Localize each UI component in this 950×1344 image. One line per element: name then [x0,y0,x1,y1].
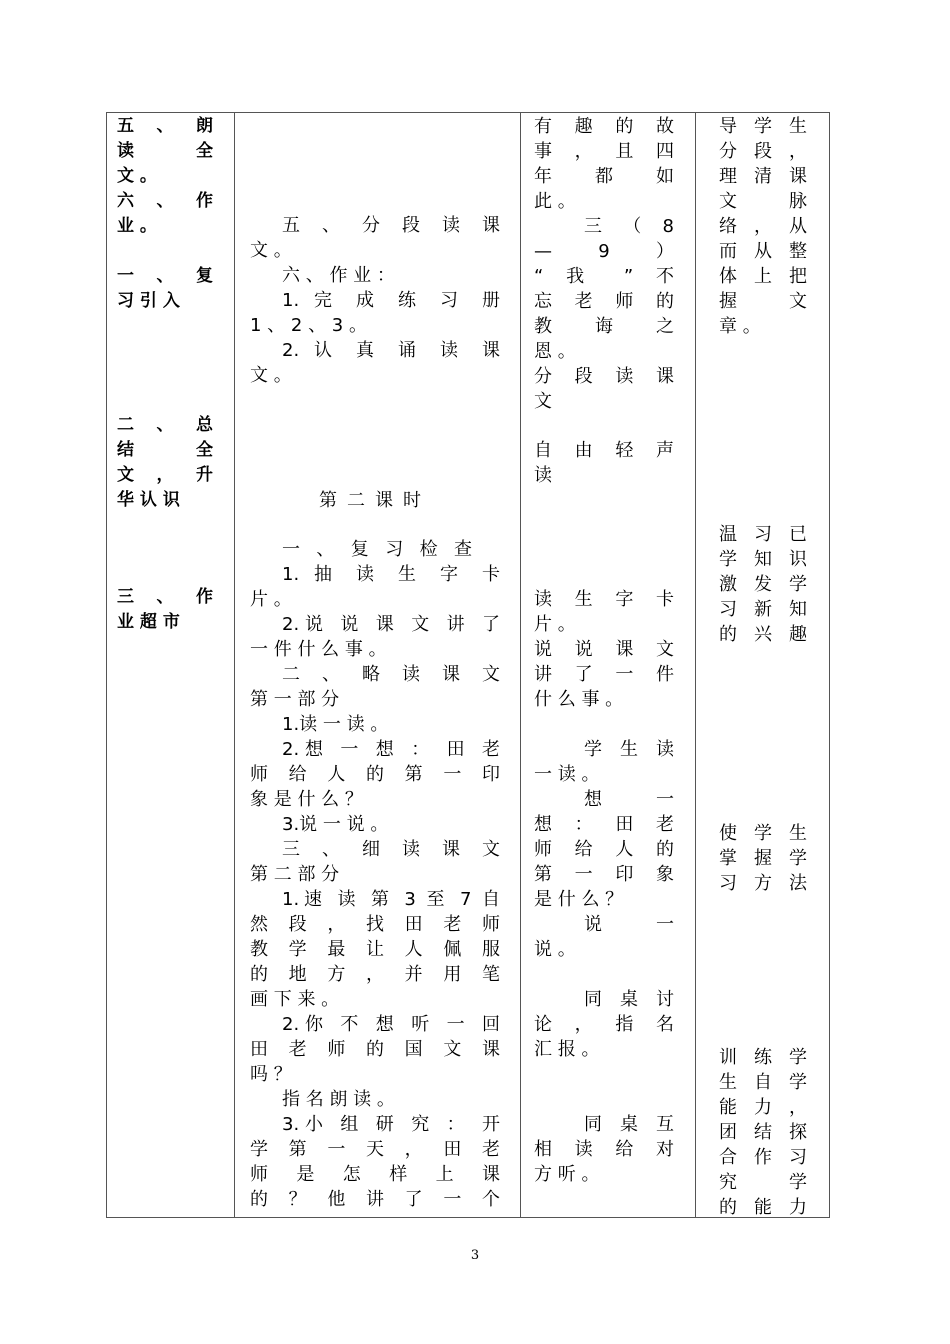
intent-text: 究 学 [719,1172,807,1193]
intent-text: 生 自 学 [719,1072,807,1093]
content-column [250,113,500,1217]
content-text: 1. 抽 读 生 字 卡 [282,564,500,585]
intent-text: 合 作 习 [719,1147,807,1168]
step-text: 业 。 [117,216,157,236]
intent-text: 学 知 识 [719,549,807,570]
activity-text: “ 我 ” 不 [534,266,674,287]
step-text: 六 、 作 [117,191,213,211]
content-text: 师 是 怎 样 上 课 [250,1164,500,1185]
content-text: 1 、 2 、 3 。 [250,315,367,336]
activity-text: 方 听 。 [534,1164,600,1185]
intent-text: 而 从 整 [719,241,807,262]
content-text: 1. 完 成 练 习 册 [282,290,500,311]
activity-text: 分 段 读 课 [534,366,674,387]
activity-text: 讲 了 一 件 [534,664,674,685]
activity-text: 想 ： 田 老 [534,814,674,835]
step-text: 文 ， 升 [117,465,213,485]
activity-text: 同 桌 讨 [584,989,674,1010]
step-text: 三 、 作 [117,587,213,607]
content-text: 2.你 不 想 听 一 回 [282,1014,500,1035]
step-text: 华 认 识 [117,490,180,510]
content-text: 吗 ？ [250,1064,292,1085]
intent-text: 体 上 把 [719,266,807,287]
content-text: 3.小 组 研 究 ： 开 [282,1114,500,1135]
activity-text: 师 给 人 的 [534,839,674,860]
content-text: 然 段 ， 找 田 老 师 [250,914,500,935]
content-text: 文 。 [250,365,292,386]
step-text: 结 全 [117,440,213,460]
content-text: 三 、 细 读 课 文 [282,839,500,860]
activities-column [534,113,674,1217]
content-text: 1.读 一 读 。 [282,714,389,735]
activity-text: 文 [534,391,552,412]
steps-column [117,113,213,1217]
content-text: 的 ？ 他 讲 了 一 个 [250,1189,500,1210]
activity-text: 自 由 轻 声 [534,440,674,461]
content-text: 片 。 [250,589,292,610]
content-text: 2.想 一 想 ： 田 老 [282,739,500,760]
step-text: 习 引 入 [117,291,180,311]
page-number: 3 [470,1248,480,1263]
activity-text: 事 ， 且 四 [534,141,674,162]
activity-text: 是 什 么 ？ [534,889,624,910]
content-text: 六 、 作 业 ： [282,265,395,286]
activity-text: 说 一 [584,914,674,935]
activity-text: 同 桌 互 [584,1114,674,1135]
activity-text: 片 。 [534,614,576,635]
content-text: 2. 认 真 诵 读 课 [282,340,500,361]
activity-text: 学 生 读 [584,739,674,760]
intent-text: 激 发 学 [719,574,807,595]
content-text: 指 名 朗 读 。 [282,1089,395,1110]
content-text: 第 一 部 分 [250,689,340,710]
intent-text: 团 结 探 [719,1122,807,1143]
intent-text: 文 脉 [719,191,807,212]
column-divider [695,113,696,1217]
content-text: 2.说 说 课 文 讲 了 [282,614,500,635]
content-text: 第 二 部 分 [250,864,340,885]
step-text: 文 。 [117,166,157,186]
activity-text: 读 [534,465,552,486]
activity-text: 恩 。 [534,341,576,362]
content-text: 师 给 人 的 第 一 印 [250,764,500,785]
content-text: 五 、 分 段 读 课 [282,215,500,236]
intent-text: 分 段 ， [719,141,807,162]
intent-text: 握 文 [719,291,807,312]
content-text: 一 、 复 习 检 查 [282,539,472,560]
content-text: 田 老 师 的 国 文 课 [250,1039,500,1060]
activity-text: 想 一 [584,789,674,810]
content-text: 1.速 读 第 3 至 7 自 [282,889,500,910]
step-text: 一 、 复 [117,266,213,286]
content-text: 文 。 [250,240,292,261]
content-text: 象 是 什 么 ？ [250,789,363,810]
activity-text: 说 。 [534,939,576,960]
step-text: 读 全 [117,141,213,161]
intent-text: 训 练 学 [719,1047,807,1068]
activity-text: 此 。 [534,191,576,212]
activity-text: 汇 报 。 [534,1039,600,1060]
activity-text: 相 读 给 对 [534,1139,674,1160]
activity-text: 第 一 印 象 [534,864,674,885]
activity-text: — 9 ） [534,241,674,262]
intent-text: 导 学 生 [719,116,807,137]
intent-text: 掌 握 学 [719,848,807,869]
activity-text: 年 都 如 [534,166,674,187]
activity-text: 三 （ 8 [584,216,674,237]
content-text: 二 、 略 读 课 文 [282,664,500,685]
activity-text: 一 读 。 [534,764,600,785]
content-text: 3.说 一 说 。 [282,814,389,835]
intent-text: 习 方 法 [719,873,807,894]
intent-text: 使 学 生 [719,823,807,844]
activity-text: 忘 老 师 的 [534,291,674,312]
lesson-plan-table [106,112,830,1218]
intent-text: 能 力 ， [719,1097,807,1118]
activity-text: 读 生 字 卡 [534,589,674,610]
intent-text: 理 清 课 [719,166,807,187]
content-text: 的 地 方 ， 并 用 笔 [250,964,500,985]
column-divider [520,113,521,1217]
step-text: 业 超 市 [117,612,180,632]
content-text: 学 第 一 天 ， 田 老 [250,1139,500,1160]
content-text: 教 学 最 让 人 佩 服 [250,939,500,960]
column-divider [234,113,235,1217]
content-text: 一 件 什 么 事 。 [250,639,387,660]
intent-text: 的 能 力 [719,1197,807,1218]
intent-column [719,113,807,1217]
activity-text: 说 说 课 文 [534,639,674,660]
step-text: 五 、 朗 [117,116,213,136]
intent-text: 的 兴 趣 [719,624,807,645]
intent-text: 络 ， 从 [719,216,807,237]
content-text: 画 下 来 。 [250,989,340,1010]
activity-text: 论 ， 指 名 [534,1014,674,1035]
activity-text: 有 趣 的 故 [534,116,674,137]
intent-text: 章 。 [719,316,761,337]
intent-text: 温 习 已 [719,524,807,545]
intent-text: 习 新 知 [719,599,807,620]
activity-text: 教 诲 之 [534,316,674,337]
step-text: 二 、 总 [117,415,213,435]
lesson-title: 第二课时 [319,490,431,511]
activity-text: 什 么 事 。 [534,689,624,710]
